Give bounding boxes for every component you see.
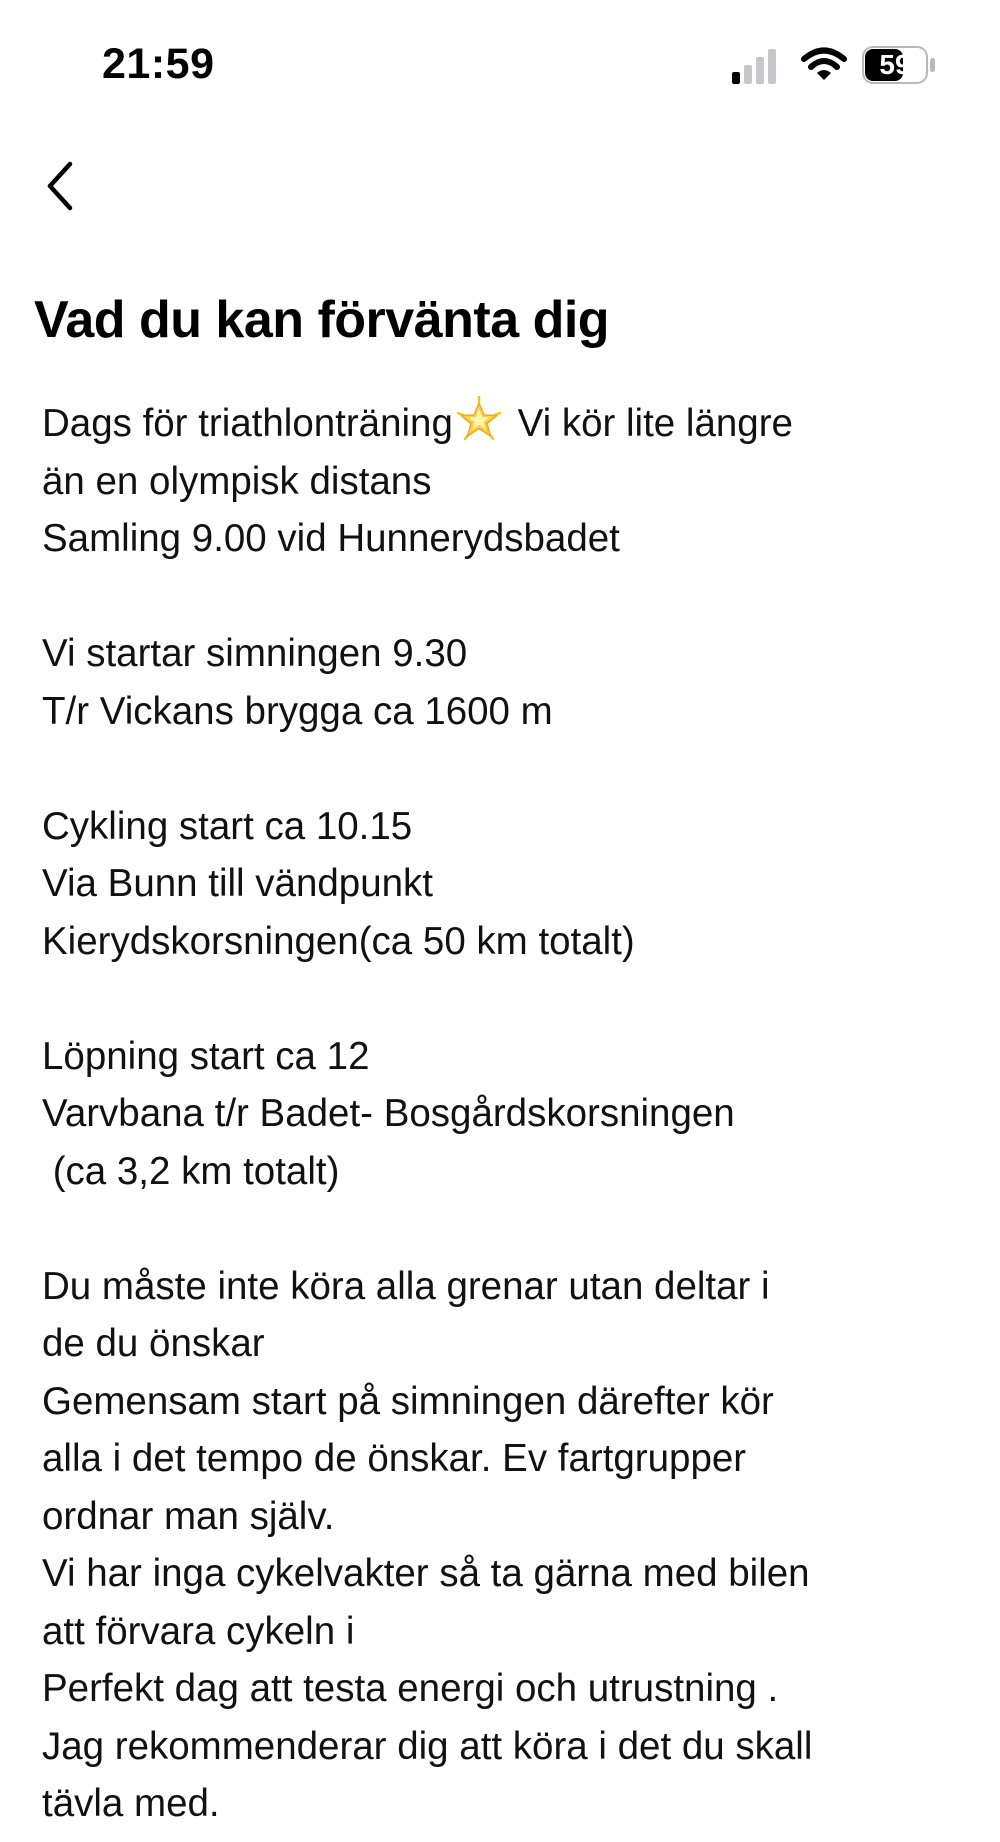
- nav-bar: [0, 140, 1000, 230]
- description-line: ordnar man själv.: [42, 1494, 335, 1538]
- description-spacer: [42, 970, 982, 1028]
- description-line: Vi startar simningen 9.30: [42, 632, 468, 675]
- chevron-left-icon: [30, 154, 94, 218]
- status-bar: [0, 0, 1000, 130]
- description-spacer: [42, 568, 982, 626]
- description-line: Du måste inte köra alla grenar utan deltar i: [42, 1264, 770, 1308]
- description-line: T/r Vickans brygga ca 1600 m: [42, 689, 553, 733]
- description-line: alla i det tempo de önskar. Ev fartgrupper: [42, 1437, 747, 1480]
- page-title: Vad du kan förvänta dig: [34, 291, 610, 349]
- description-text: [42, 395, 982, 1833]
- description-line: Kierydskorsningen(ca 50 km totalt): [42, 919, 635, 963]
- status-time: 21:59: [102, 40, 215, 88]
- description-line: Varvbana t/r Badet- Bosgårdskorsningen: [42, 1092, 735, 1135]
- description-line: Gemensam start på simningen därefter kör: [42, 1379, 774, 1423]
- description-line: [42, 395, 982, 453]
- description-line: Löpning start ca 12: [42, 1034, 370, 1078]
- description-line: Perfekt dag att testa energi och utrustning .: [42, 1667, 779, 1710]
- description-line: (ca 3,2 km totalt): [42, 1149, 340, 1193]
- description-line: än en olympisk distans: [42, 459, 432, 503]
- description-line: att förvara cykeln i: [42, 1609, 355, 1653]
- description-line-start: Dags för triathlonträning: [42, 402, 453, 445]
- back-button[interactable]: [30, 154, 94, 218]
- description-line: Jag rekommenderar dig att köra i det du skall: [42, 1724, 813, 1768]
- description-spacer: [42, 1200, 982, 1258]
- description-line: de du önskar: [42, 1322, 265, 1365]
- description-line: Vi har inga cykelvakter så ta gärna med bilen: [42, 1552, 810, 1595]
- description-line: Cykling start ca 10.15: [42, 804, 413, 848]
- description-line-end: Vi kör lite längre: [506, 402, 793, 445]
- description-line: tävla med.: [42, 1782, 220, 1825]
- battery-level: 59: [879, 49, 911, 80]
- wifi-icon: [800, 46, 848, 82]
- description-spacer: [42, 740, 982, 798]
- signal-icon: [730, 48, 780, 84]
- description-line: Via Bunn till vändpunkt: [42, 862, 433, 905]
- description-line: Samling 9.00 vid Hunnerydsbadet: [42, 517, 620, 560]
- glowing-star-icon: [455, 396, 503, 444]
